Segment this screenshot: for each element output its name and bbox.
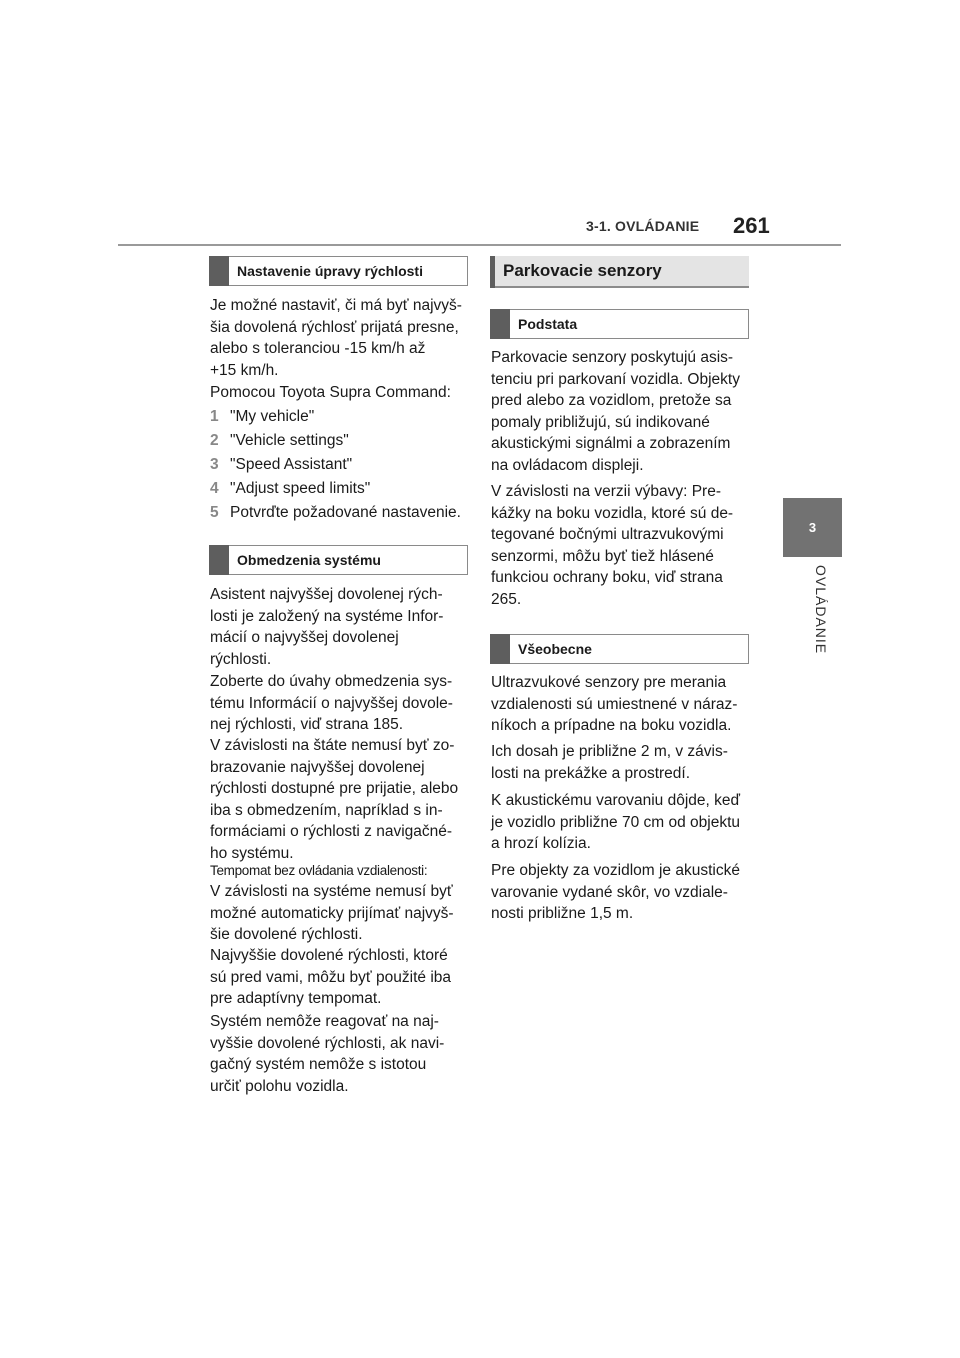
paragraph-warning-distance: K akustickému varovaniu dôjde, keď je vozidlo približne 70 cm od objektu a hrozí kolízia. [491, 792, 741, 853]
paragraph-sensor-range: Ich dosah je približne 2 m, v závis- losti na prekážke a prostredí. [491, 743, 728, 782]
section-title: 3-1. OVLÁDANIE [586, 218, 700, 234]
paragraph-rear-warning: Pre objekty za vozidlom je akustické varovanie vydané skôr, vo vzdiale- nosti približne 1,5 m. [491, 862, 740, 923]
page-number: 261 [733, 213, 770, 238]
step-item: 3 "Speed Assistant" [210, 456, 353, 473]
step-item: 5 Potvrďte požadované nastavenie. [210, 504, 461, 521]
heading-text: Podstata [518, 316, 578, 332]
paragraph-speed-tolerance: Je možné nastaviť, či má byť najvyš- šia dovolená rýchlosť prijatá presne, alebo s toleranciou -15 km/h až +15 km/h. [210, 297, 462, 379]
heading-marker [490, 309, 510, 339]
step-item: 1 "My vehicle" [210, 408, 315, 425]
heading-text: Všeobecne [518, 641, 592, 657]
heading-marker [490, 256, 495, 288]
paragraph-sensor-principle: Parkovacie senzory poskytujú asis- tenciu pri parkovaní vozidla. Objekty pred alebo za vozidlom, pretože sa pomaly približujú, sú indikované akustickými signálmi a zobrazením na ovládacom displeji. [491, 349, 740, 474]
paragraph-assistant-basis: Asistent najvyššej dovolenej rých- losti je založený na systéme Infor- mácií o najvyššej dovolenej rýchlosti. [210, 586, 444, 668]
paragraph-country-availability: V závislosti na štáte nemusí byť zo- brazovanie najvyššej dovolenej rýchlosti dostupné pre prijatie, alebo iba s obmedzením, napríklad s in- formáciami o rýchlosti z navigačné- ho systému. [210, 737, 459, 862]
step-item: 4 "Adjust speed limits" [210, 480, 371, 497]
header-divider [118, 244, 841, 246]
heading-text: Parkovacie senzory [503, 261, 662, 280]
subheading-cruise-control: Tempomat bez ovládania vzdialenosti: [210, 863, 428, 878]
paragraph-side-protection: V závislosti na verzii výbavy: Pre- kážky na boku vozidla, ktoré sú de- tegované bočnými ultrazvukovými senzormi, môžu byť tiež hlásené funkciou ochrany boku, viď strana 265. [491, 483, 734, 608]
paragraph-sensor-location: Ultrazvukové senzory pre merania vzdialenosti sú umiestnené v náraz- níkoch a prípadne na boku vozidla. [491, 674, 738, 735]
chapter-tab: 3 [783, 498, 842, 557]
paragraph-command-intro: Pomocou Toyota Supra Command: [210, 384, 451, 401]
step-item: 2 "Vehicle settings" [210, 432, 349, 449]
paragraph-consider-limits: Zoberte do úvahy obmedzenia sys- tému Informácií o najvyššej dovole- nej rýchlosti, viď strana 185. [210, 673, 453, 734]
heading-marker [209, 256, 229, 286]
heading-general [490, 634, 749, 664]
heading-parking-sensors [490, 256, 749, 288]
heading-principle [490, 309, 749, 339]
heading-text: Nastavenie úpravy rýchlosti [237, 263, 423, 279]
heading-system-limits [209, 545, 468, 575]
heading-marker [209, 545, 229, 575]
paragraph-cruise-control: V závislosti na systéme nemusí byť možné automaticky prijímať najvyš- šie dovolené rýchlosti. [210, 883, 454, 944]
chapter-label: OVLÁDANIE [813, 565, 829, 655]
heading-marker [490, 634, 510, 664]
paragraph-adaptive-cruise: Najvyššie dovolené rýchlosti, ktoré sú pred vami, môžu byť použité iba pre adaptívny tempomat. [210, 947, 452, 1008]
heading-text: Obmedzenia systému [237, 552, 381, 568]
paragraph-navigation-position: Systém nemôže reagovať na naj- vyššie dovolené rýchlosti, ak navi- gačný systém nemôže s istotou určiť polohu vozidla. [210, 1013, 445, 1095]
heading-speed-adjust [209, 256, 468, 286]
